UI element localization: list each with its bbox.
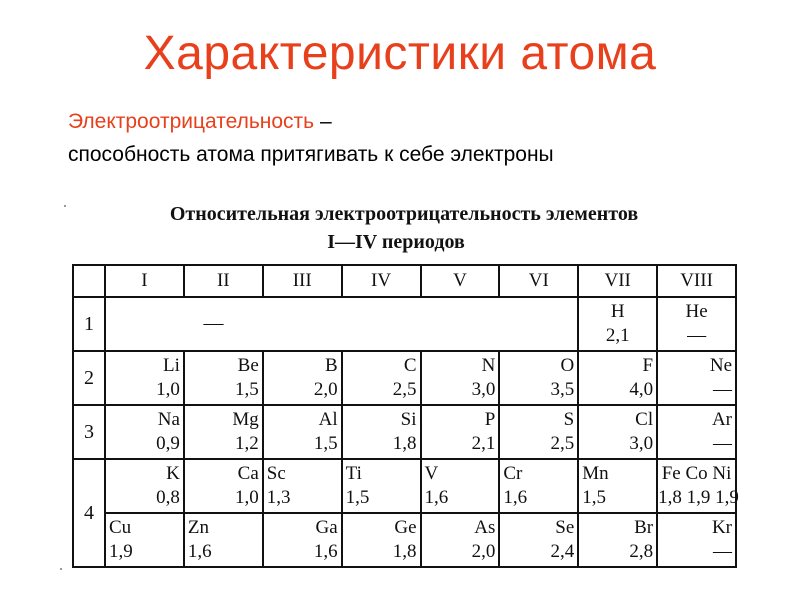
element-value: — <box>713 379 732 400</box>
element-cell-C <box>342 351 421 405</box>
element-cell-Cu <box>105 513 184 567</box>
element-value: 2,1 <box>471 433 496 454</box>
element-value: 2,1 <box>605 325 630 346</box>
group-header: V <box>421 265 500 297</box>
element-value: 1,0 <box>235 487 259 508</box>
element-cell-K <box>105 459 184 513</box>
group-header: I <box>105 265 184 297</box>
element-value: 1,8 <box>392 541 417 562</box>
element-cell-Cl <box>578 405 657 459</box>
element-value: — <box>713 541 732 562</box>
element-cell-Fe-Co-Ni <box>657 459 739 513</box>
element-cell-Br <box>578 513 657 567</box>
period-number: 1 <box>73 297 105 351</box>
element-value: — <box>687 325 707 346</box>
element-value: 1,8 1,9 1,9 <box>658 487 739 508</box>
element-symbol: Ge <box>394 517 417 538</box>
element-symbol: Al <box>318 409 338 430</box>
element-cell-As <box>421 513 500 567</box>
element-value: 2,4 <box>550 541 575 562</box>
element-symbol: Si <box>400 409 417 430</box>
period-number: 4 <box>73 459 105 567</box>
element-cell-V <box>421 459 500 513</box>
group-header: III <box>263 265 342 297</box>
element-value: 1,6 <box>187 541 212 562</box>
element-cell-Ti <box>342 459 421 513</box>
element-cell-Cr <box>499 459 578 513</box>
element-value: — <box>713 433 732 454</box>
element-symbol: As <box>474 517 496 538</box>
element-value: 1,5 <box>582 487 606 508</box>
element-symbol: He <box>685 301 708 322</box>
element-value: 0,9 <box>156 433 180 454</box>
electronegativity-table <box>72 264 737 568</box>
element-value: 3,0 <box>629 433 654 454</box>
element-value: 1,0 <box>156 379 180 400</box>
element-value: 1,2 <box>235 433 259 454</box>
element-cell-O <box>499 351 578 405</box>
table-caption-line2: I—IV периодов <box>327 231 465 253</box>
element-symbol: B <box>324 355 338 376</box>
slide-title: Характеристики атома <box>143 27 657 80</box>
period-number: 2 <box>73 351 105 405</box>
element-cell-Se <box>499 513 578 567</box>
element-symbol: Ti <box>345 463 362 484</box>
table-row-period-3 <box>73 405 736 459</box>
group-header: VII <box>578 265 657 297</box>
element-value: 1,5 <box>345 487 370 508</box>
group-header: VI <box>499 265 578 297</box>
element-cell-Li <box>105 351 184 405</box>
element-symbol: S <box>563 409 575 430</box>
element-symbol: Kr <box>711 517 732 538</box>
group-header: II <box>184 265 263 297</box>
period1-empty-cell <box>105 297 578 351</box>
element-value: 1,6 <box>313 541 338 562</box>
element-symbol: Se <box>555 517 575 538</box>
element-symbol: Br <box>634 517 654 538</box>
group-header: IV <box>342 265 421 297</box>
element-symbol: N <box>481 355 496 376</box>
scan-speck <box>64 205 66 207</box>
element-symbol: Ga <box>315 517 338 538</box>
period-number: 3 <box>73 405 105 459</box>
element-symbol: Ne <box>709 355 732 376</box>
element-value: 3,5 <box>550 379 575 400</box>
element-symbol: Cr <box>503 463 523 484</box>
element-value: 2,5 <box>550 433 575 454</box>
definition-term: Электроотрицательность <box>68 110 315 133</box>
element-symbol: Zn <box>187 517 209 538</box>
element-symbol: H <box>610 301 625 322</box>
element-cell-Ar <box>657 405 736 459</box>
element-value: 2,8 <box>629 541 654 562</box>
element-symbol: F <box>642 355 654 376</box>
element-cell-Al <box>263 405 342 459</box>
element-cell-He <box>657 297 736 351</box>
element-value: 1,3 <box>266 487 291 508</box>
element-cell-Ge <box>342 513 421 567</box>
scan-speck <box>60 568 62 570</box>
element-value: 2,0 <box>471 541 496 562</box>
element-symbol: Be <box>237 355 259 376</box>
element-symbol: K <box>166 463 180 484</box>
definition-term-line <box>68 110 332 134</box>
element-cell-N <box>421 351 500 405</box>
definition-dash: – <box>314 110 332 133</box>
element-cell-Sc <box>263 459 342 513</box>
element-cell-Mn <box>578 459 657 513</box>
element-cell-P <box>421 405 500 459</box>
period1-dash: — <box>203 312 224 334</box>
element-cell-Ga <box>263 513 342 567</box>
table-header-row <box>73 265 736 297</box>
element-cell-Si <box>342 405 421 459</box>
element-symbol: O <box>560 355 575 376</box>
element-cell-Mg <box>184 405 263 459</box>
element-symbol: Mg <box>232 409 259 430</box>
table-row-period-1 <box>73 297 736 351</box>
element-cell-Na <box>105 405 184 459</box>
element-cell-Kr <box>657 513 736 567</box>
element-symbol: Fe Co Ni <box>661 463 732 484</box>
element-value: 1,5 <box>235 379 259 400</box>
element-value: 1,9 <box>109 541 133 562</box>
element-symbol: V <box>424 463 439 484</box>
element-cell-S <box>499 405 578 459</box>
element-cell-Zn <box>184 513 263 567</box>
element-symbol: Li <box>162 355 180 376</box>
element-symbol: Na <box>157 409 180 430</box>
group-header: VIII <box>657 265 736 297</box>
element-symbol: Mn <box>582 463 609 484</box>
element-value: 4,0 <box>629 379 654 400</box>
element-value: 2,5 <box>392 379 417 400</box>
element-symbol: Cl <box>635 409 654 430</box>
element-cell-Ca <box>184 459 263 513</box>
element-cell-Ne <box>657 351 736 405</box>
element-value: 1,5 <box>313 433 338 454</box>
definition-text: способность атома притягивать к себе электроны <box>68 143 554 166</box>
element-cell-F <box>578 351 657 405</box>
element-value: 3,0 <box>471 379 496 400</box>
element-value: 1,6 <box>424 487 449 508</box>
element-cell-Be <box>184 351 263 405</box>
table-caption-line1: Относительная электроотрицательность элементов <box>169 203 639 225</box>
header-empty-cell <box>73 265 105 297</box>
element-symbol: Sc <box>266 463 286 484</box>
element-value: 2,0 <box>313 379 338 400</box>
element-symbol: P <box>484 409 496 430</box>
table-row-period-4b <box>73 513 736 567</box>
element-cell-H <box>578 297 657 351</box>
element-value: 1,6 <box>503 487 528 508</box>
element-cell-B <box>263 351 342 405</box>
element-symbol: C <box>403 355 417 376</box>
table-row-period-2 <box>73 351 736 405</box>
element-value: 0,8 <box>156 487 180 508</box>
element-value: 1,8 <box>392 433 417 454</box>
element-symbol: Ar <box>711 409 732 430</box>
element-symbol: Ca <box>237 463 259 484</box>
element-symbol: Cu <box>109 517 132 538</box>
table-row-period-4a <box>73 459 736 513</box>
